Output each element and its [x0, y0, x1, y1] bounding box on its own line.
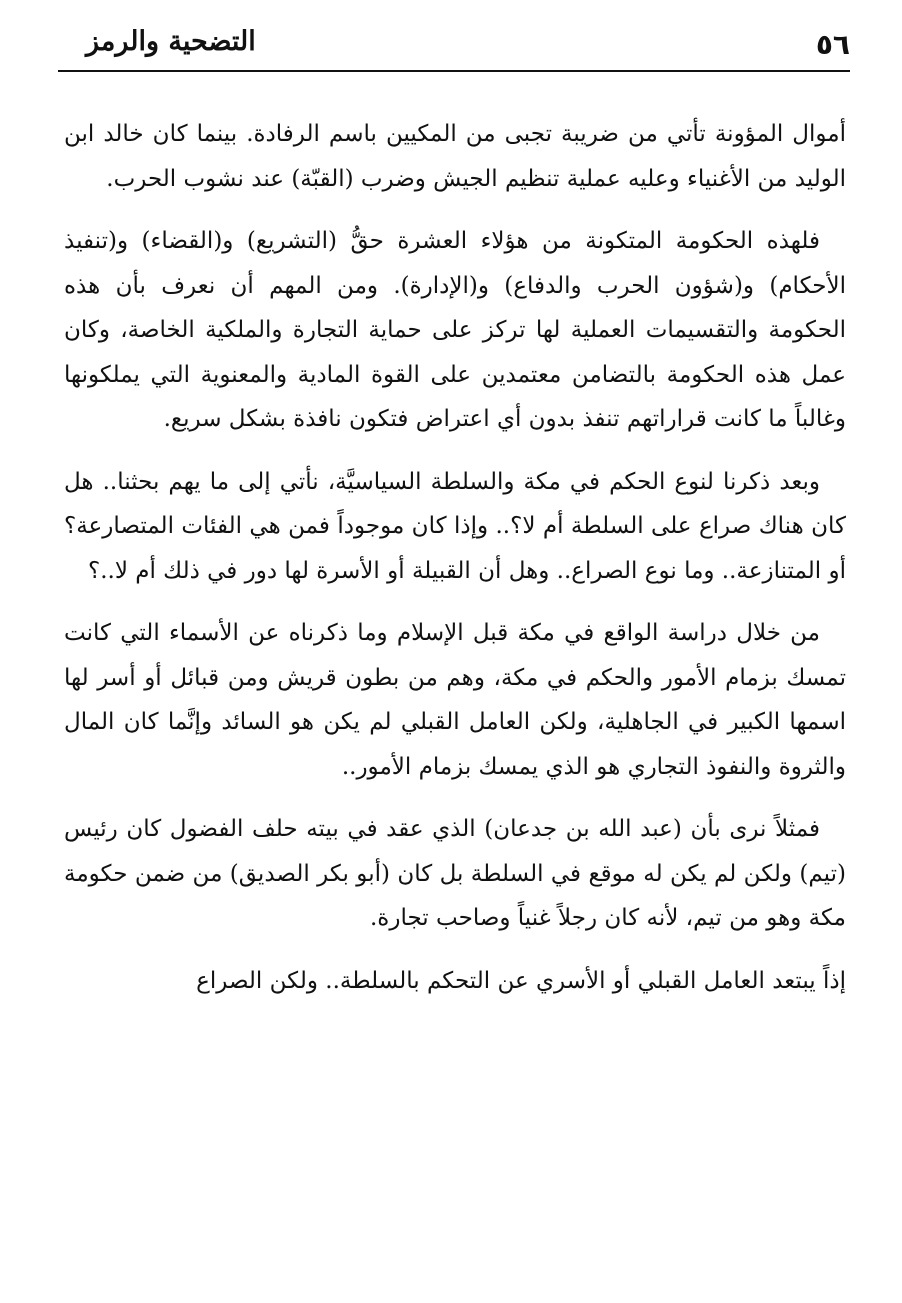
body-text: [64, 112, 846, 1021]
header-divider: [58, 70, 850, 72]
page-number: ٥٦: [815, 28, 850, 61]
paragraph-5: فمثلاً نرى بأن (عبد الله بن جدعان) الذي عقد في بيته حلف الفضول كان رئيس (تيم) ولكن لم يكن له موقع في السلطة بل كان (أبو بكر الصديق) من ضمن حكومة مكة وهو من تيم، لأنه كان رجلاً غنياً وصاحب تجارة.: [64, 816, 846, 931]
running-title: التضحية والرمز: [86, 26, 256, 57]
paragraph-1: أموال المؤونة تأتي من ضريبة تجبى من المكيين باسم الرفادة. بينما كان خالد ابن الوليد من الأغنياء وعليه عملية تنظيم الجيش وضرب (القبّة) عند نشوب الحرب.: [64, 121, 846, 192]
paragraph-4: من خلال دراسة الواقع في مكة قبل الإسلام وما ذكرناه عن الأسماء التي كانت تمسك بزمام الأمور والحكم في مكة، وهم من بطون قريش ومن قبائل أو أسر لها اسمها الكبير في الجاهلية، ولكن العامل القبلي لم يكن هو السائد وإنَّما كان المال والثروة والنفوذ التجاري هو الذي يمسك بزمام الأمور..: [64, 620, 846, 780]
paragraph-6: إذاً يبتعد العامل القبلي أو الأسري عن التحكم بالسلطة.. ولكن الصراع: [196, 967, 846, 994]
paragraph-3: وبعد ذكرنا لنوع الحكم في مكة والسلطة السياسيَّة، نأتي إلى ما يهم بحثنا.. هل كان هناك صراع على السلطة أم لا؟.. وإذا كان موجوداً فمن هي الفئات المتصارعة؟ أو المتنازعة.. وما نوع الصراع.. وهل أن القبيلة أو الأسرة لها دور في ذلك أم لا..؟: [64, 468, 846, 584]
paragraph-2: فلهذه الحكومة المتكونة من هؤلاء العشرة حقُّ (التشريع) و(القضاء) و(تنفيذ الأحكام) و(شؤون الحرب والدفاع) و(الإدارة). ومن المهم أن نعرف بأن هذه الحكومة والتقسيمات العملية لها تركز على حماية التجارة والملكية الخاصة، وكان عمل هذه الحكومة بالتضامن معتمدين على القوة المادية والمعنوية التي يملكونها وغالباً ما كانت قراراتهم تنفذ بدون أي اعتراض فتكون نافذة بشكل سريع.: [64, 228, 846, 432]
page-header: [60, 26, 850, 70]
